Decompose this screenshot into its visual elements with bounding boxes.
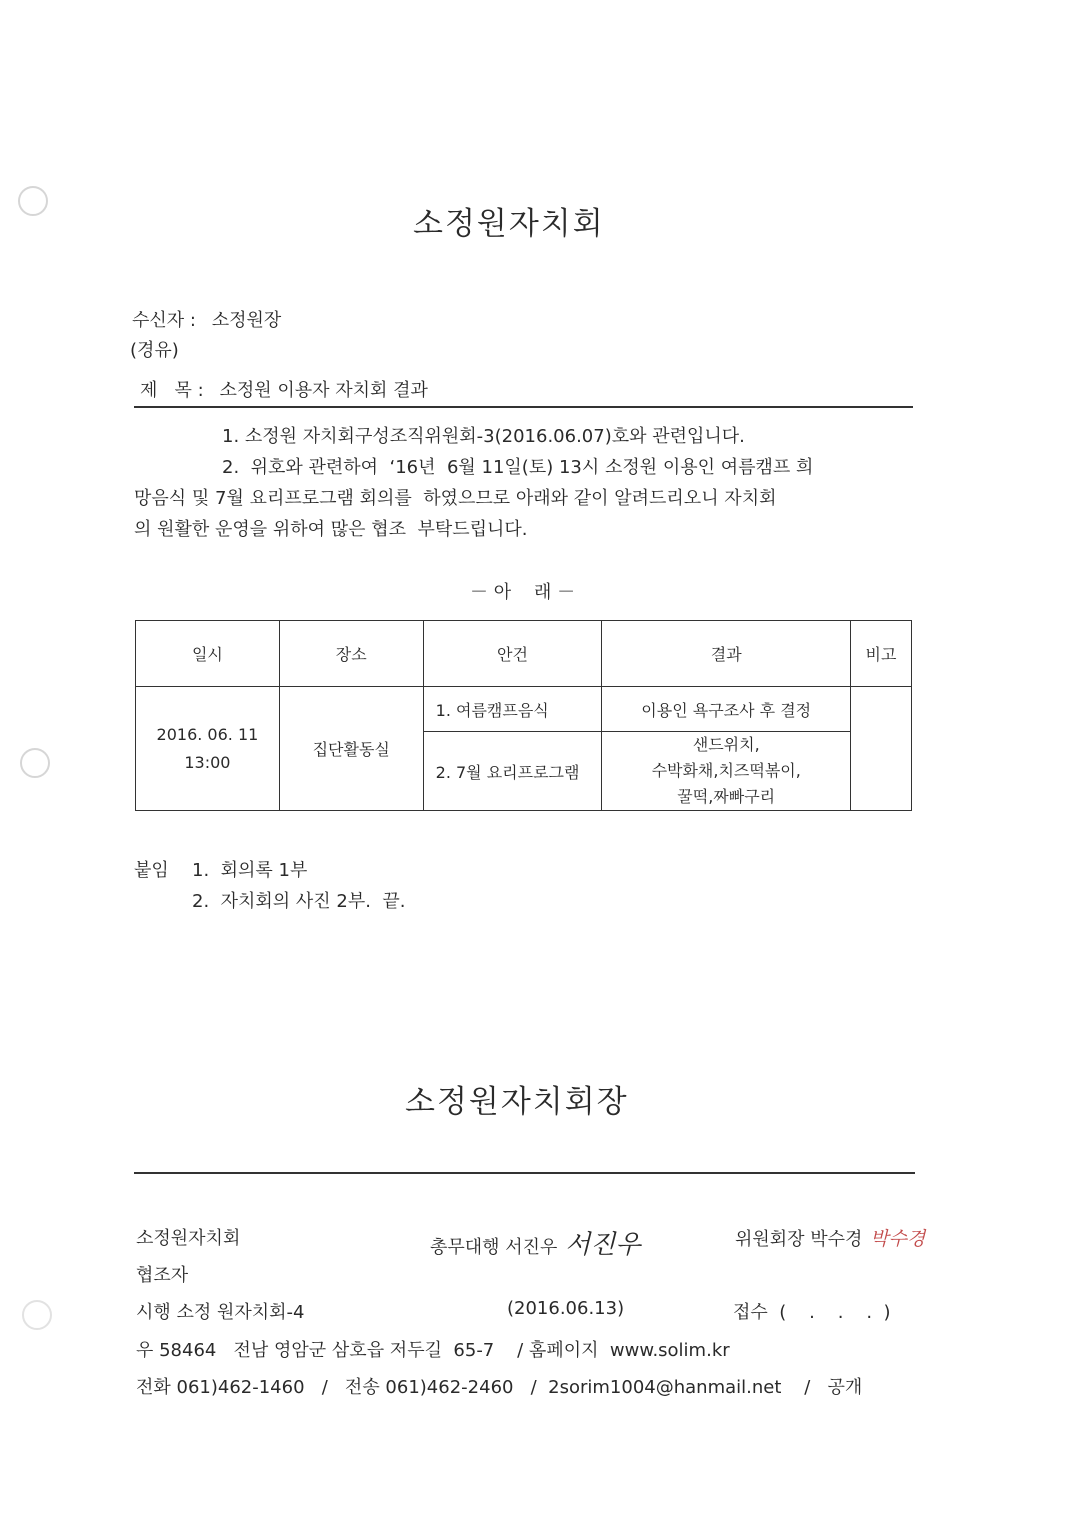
subject-divider bbox=[134, 406, 913, 408]
recipient-value: 소정원장 bbox=[211, 310, 282, 331]
header-result: 결과 bbox=[602, 621, 851, 687]
chair-signature: 박수경 bbox=[870, 1228, 926, 1250]
sender-title: 소정원자치회장 bbox=[405, 1084, 629, 1120]
result-item-1: 이용인 욕구조사 후 결정 bbox=[602, 687, 851, 732]
acting-secretary bbox=[430, 1224, 641, 1261]
body-paragraph-2-line-3: 의 원활한 운영을 위하여 많은 협조 부탁드립니다. bbox=[134, 519, 528, 540]
datetime-cell bbox=[136, 687, 280, 811]
contact-line: 전화 061)462-1460 / 전송 061)462-2460 / 2sorim1004@hanmail.net / 공개 bbox=[136, 1377, 863, 1398]
punch-hole-bottom bbox=[22, 1300, 52, 1330]
punch-hole-middle bbox=[20, 748, 50, 778]
document-title: 소정원자치회 bbox=[413, 206, 605, 242]
committee-chair-label: 위원회장 박수경 bbox=[735, 1229, 863, 1250]
header-place: 장소 bbox=[279, 621, 423, 687]
attachment-item-2: 2. 자치회의 사진 2부. 끝. bbox=[192, 891, 406, 912]
subject-line bbox=[140, 376, 428, 402]
result-item-2-line-2: 수박화채,치즈떡볶이, bbox=[651, 761, 801, 780]
below-heading: － 아 래 － bbox=[470, 582, 576, 603]
attachments-label: 붙임 bbox=[134, 860, 169, 881]
datetime-time: 13:00 bbox=[184, 752, 231, 772]
remarks-cell bbox=[851, 687, 912, 811]
header-remarks: 비고 bbox=[851, 621, 912, 687]
recipient-label: 수신자 : bbox=[132, 310, 196, 331]
result-item-2 bbox=[602, 732, 851, 811]
cooperator-label: 협조자 bbox=[136, 1265, 189, 1286]
agenda-item-2: 2. 7월 요리프로그램 bbox=[423, 732, 602, 811]
address-line: 우 58464 전남 영암군 삼호읍 저두길 65-7 / 홈페이지 www.solim.kr bbox=[136, 1340, 730, 1361]
acting-secretary-label: 총무대행 서진우 bbox=[430, 1237, 558, 1258]
body-paragraph-2-line-2: 망음식 및 7월 요리프로그램 회의를 하였으므로 아래와 같이 알려드리오니 자치회 bbox=[134, 488, 777, 509]
attachment-item-1: 1. 회의록 1부 bbox=[192, 860, 308, 881]
table-row bbox=[136, 687, 912, 732]
enforcement-number: 시행 소정 원자치회-4 bbox=[136, 1302, 305, 1323]
acting-signature: 서진우 bbox=[565, 1230, 641, 1260]
header-datetime: 일시 bbox=[136, 621, 280, 687]
via-label: (경유) bbox=[130, 340, 179, 361]
recipient-line bbox=[132, 306, 281, 332]
committee-chair bbox=[735, 1224, 925, 1251]
subject-value: 소정원 이용자 자치회 결과 bbox=[219, 380, 428, 401]
subject-label: 제 목 : bbox=[140, 380, 204, 401]
agenda-item-1: 1. 여름캠프음식 bbox=[423, 687, 602, 732]
result-item-2-line-1: 샌드위치, bbox=[692, 735, 760, 754]
footer-divider bbox=[134, 1172, 915, 1174]
table-header-row bbox=[136, 621, 912, 687]
datetime-date: 2016. 06. 11 bbox=[156, 724, 259, 744]
result-item-2-line-3: 꿀떡,짜빠구리 bbox=[677, 787, 776, 806]
body-paragraph-1: 1. 소정원 자치회구성조직위원회-3(2016.06.07)호와 관련입니다. bbox=[222, 426, 745, 447]
agenda-table bbox=[135, 620, 912, 811]
receipt-field: 접수 ( . . . ) bbox=[733, 1302, 891, 1323]
place-cell: 집단활동실 bbox=[279, 687, 423, 811]
footer-org: 소정원자치회 bbox=[136, 1228, 241, 1249]
punch-hole-top bbox=[18, 186, 48, 216]
body-paragraph-2-line-1: 2. 위호와 관련하여 ‘16년 6월 11일(토) 13시 소정원 이용인 여름캠프 희 bbox=[222, 457, 814, 478]
enforcement-date: (2016.06.13) bbox=[507, 1298, 625, 1319]
header-agenda: 안건 bbox=[423, 621, 602, 687]
